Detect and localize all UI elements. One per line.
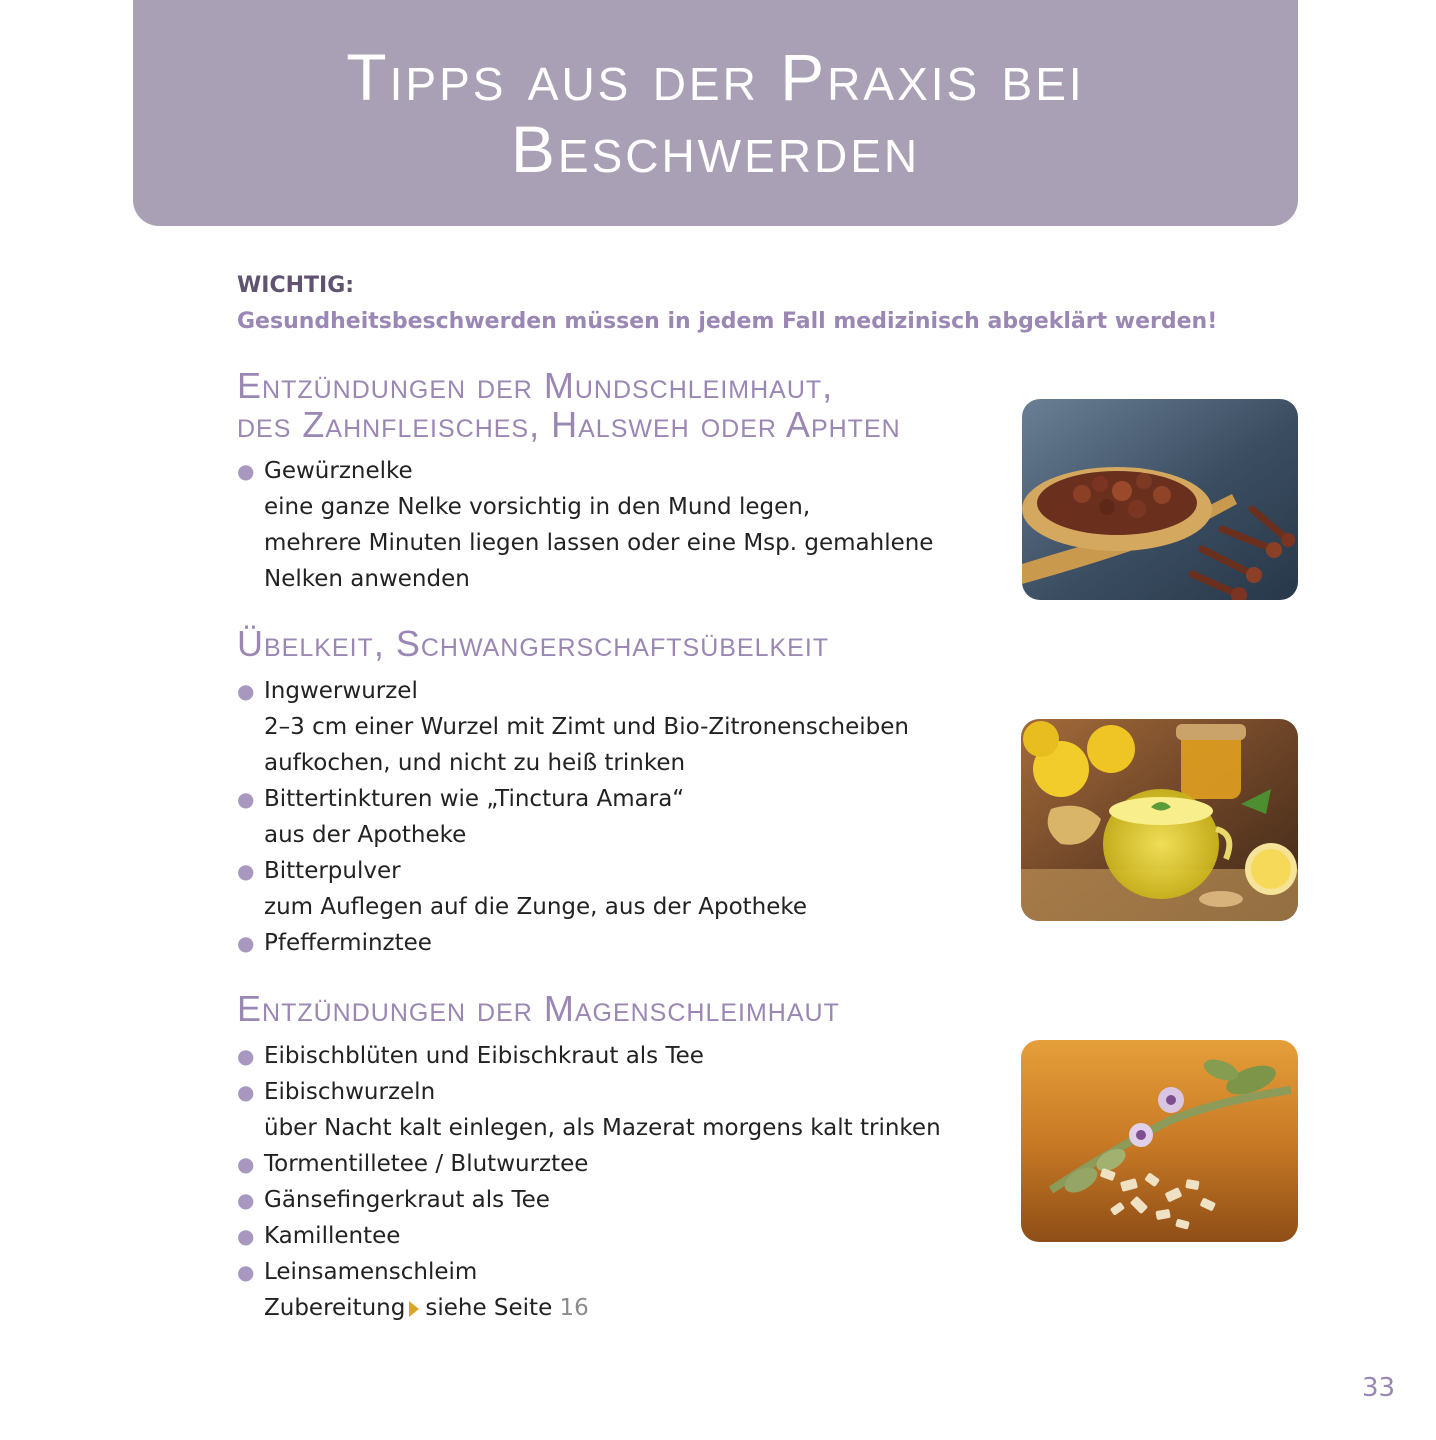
- list-item: [237, 1038, 941, 1074]
- remedy-description: eine ganze Nelke vorsichtig in den Mund legen,: [264, 494, 811, 520]
- remedy-description: über Nacht kalt einlegen, als Mazerat morgens kalt trinken: [264, 1115, 941, 1141]
- remedy-description: aufkochen, und nicht zu heiß trinken: [264, 750, 686, 776]
- bullet-icon: ●: [237, 1260, 255, 1284]
- remedy-description: zum Auflegen auf die Zunge, aus der Apotheke: [264, 894, 808, 920]
- list-item: [237, 781, 909, 853]
- arrow-right-icon: [409, 1301, 419, 1317]
- remedy-list-stomach: [237, 1038, 941, 1326]
- section-heading-line: des Zahnfleisches, Halsweh oder Aphten: [237, 404, 901, 445]
- bullet-icon: ●: [237, 931, 255, 955]
- bullet-icon: ●: [237, 1044, 255, 1068]
- bullet-icon: ●: [237, 1080, 255, 1104]
- section-heading-mouth: [237, 366, 901, 444]
- reference-page-number[interactable]: 16: [559, 1295, 589, 1321]
- list-item: [237, 1074, 941, 1146]
- remedy-title: Bitterpulver: [264, 858, 401, 884]
- bullet-icon: ●: [237, 679, 255, 703]
- page-number: 33: [1362, 1373, 1396, 1403]
- list-item: [237, 453, 933, 597]
- remedy-list-mouth: [237, 453, 933, 597]
- section-heading-line: Übelkeit, Schwangerschaftsübelkeit: [237, 623, 830, 664]
- remedy-title: Leinsamenschleim: [264, 1259, 478, 1285]
- important-text: Gesundheitsbeschwerden müssen in jedem Fall medizinisch abgeklärt werden!: [237, 309, 1218, 334]
- remedy-title-main: Bittertinkturen: [264, 786, 433, 812]
- remedy-title: Gewürznelke: [264, 458, 413, 484]
- section-heading-line: Entzündungen der Magenschleimhaut: [237, 988, 840, 1029]
- bullet-icon: ●: [237, 787, 255, 811]
- list-item: [237, 853, 909, 925]
- cross-reference: [264, 1290, 941, 1326]
- remedy-list-nausea: [237, 673, 909, 961]
- page-title-line-1: Tipps aus der Praxis bei: [346, 40, 1085, 114]
- remedy-description: mehrere Minuten liegen lassen oder eine Msp. gemahlene: [264, 530, 934, 556]
- remedy-title: Ingwerwurzel: [264, 678, 418, 704]
- remedy-title: Eibischblüten und Eibischkraut als Tee: [264, 1043, 704, 1069]
- cloves-photo: [1022, 399, 1298, 600]
- section-heading-line: Entzündungen der Mundschleimhaut,: [237, 365, 834, 406]
- bullet-icon: ●: [237, 459, 255, 483]
- remedy-title: Eibischwurzeln: [264, 1079, 436, 1105]
- important-label: WICHTIG:: [237, 273, 355, 298]
- remedy-title: [264, 781, 909, 817]
- reference-link[interactable]: siehe Seite: [425, 1295, 553, 1321]
- list-item: [237, 1218, 941, 1254]
- remedy-title: Tormentilletee / Blutwurztee: [264, 1151, 589, 1177]
- bullet-icon: ●: [237, 1224, 255, 1248]
- important-note: [237, 270, 1217, 342]
- bullet-icon: ●: [237, 1188, 255, 1212]
- remedy-title: Pfefferminztee: [264, 930, 432, 956]
- remedy-title: Gänsefingerkraut als Tee: [264, 1187, 550, 1213]
- header-banner: [133, 0, 1298, 226]
- list-item: [237, 1254, 941, 1326]
- reference-label: Zubereitung: [264, 1295, 406, 1321]
- marshmallow-root-photo: [1021, 1040, 1298, 1242]
- remedy-title: Kamillentee: [264, 1223, 401, 1249]
- remedy-title-suffix: wie „Tinctura Amara“: [432, 786, 685, 812]
- section-heading-stomach: [237, 989, 840, 1028]
- bullet-icon: ●: [237, 859, 255, 883]
- remedy-description: Nelken anwenden: [264, 566, 470, 592]
- bullet-icon: ●: [237, 1152, 255, 1176]
- remedy-description: 2–3 cm einer Wurzel mit Zimt und Bio-Zitronenscheiben: [264, 714, 909, 740]
- list-item: [237, 1146, 941, 1182]
- list-item: [237, 925, 909, 961]
- list-item: [237, 1182, 941, 1218]
- remedy-description: aus der Apotheke: [264, 822, 467, 848]
- section-heading-nausea: [237, 624, 829, 663]
- ginger-lemon-tea-photo: [1021, 719, 1298, 921]
- list-item: [237, 673, 909, 781]
- page-title-line-2: Beschwerden: [510, 112, 921, 186]
